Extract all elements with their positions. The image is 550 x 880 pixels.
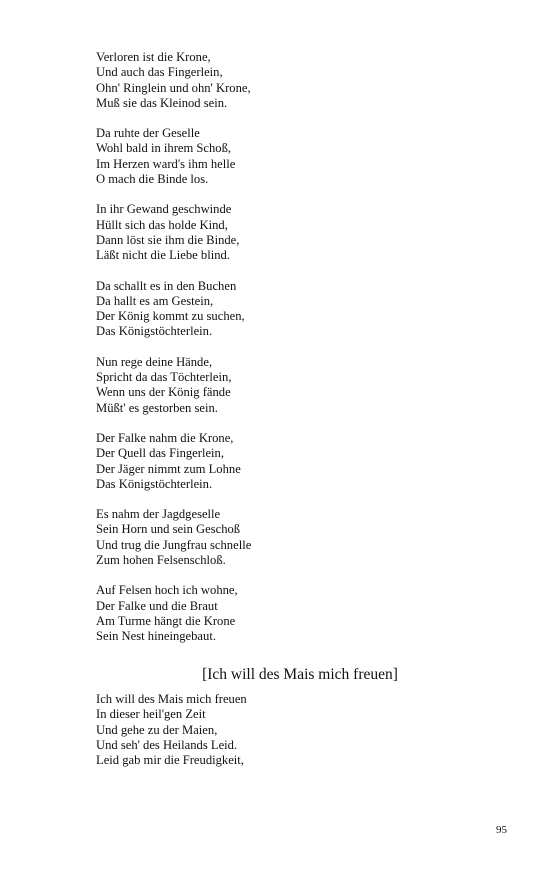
poem-title: [Ich will des Mais mich freuen] [202,666,398,683]
verse-line: Verloren ist die Krone, [96,50,211,64]
stanza [96,50,496,111]
verse-line: O mach die Binde los. [96,172,209,187]
verse-line: Der Jäger nimmt zum Lohne [96,461,241,476]
verse-line: Auf Felsen hoch ich wohne, [96,583,238,598]
stanza [96,355,496,416]
verse-line: Und trug die Jungfrau schnelle [96,537,252,552]
verse-line: Zum hohen Felsenschloß. [96,553,226,568]
verse-line: Am Turme hängt die Krone [96,613,236,628]
verse-line: Sein Horn und sein Geschoß [96,522,241,537]
verse-line: Da hallt es am Gestein, [96,293,214,308]
verse-line: Und gehe zu der Maien, [96,722,218,737]
verse-line: Dann löst sie ihm die Binde, [96,232,240,247]
verse-line: Spricht da das Töchterlein, [96,370,232,385]
verse-line: Der König kommt zu suchen, [96,309,245,324]
stanza [96,431,496,492]
verse-line: Im Herzen ward's ihm helle [96,156,236,171]
verse-line: Es nahm der Jagdgeselle [96,507,221,522]
stanza [96,126,496,187]
next-poem [96,692,496,768]
poem-continued [96,50,496,660]
verse-line: Müßt' es gestorben sein. [96,400,218,415]
stanza [96,279,496,340]
verse-line: Und auch das Fingerlein, [96,65,223,80]
verse-line: Wenn uns der König fände [96,385,231,400]
verse-line: Leid gab mir die Freudigkeit, [96,753,244,768]
verse-line: Das Königstöchterlein. [96,324,213,339]
stanza [96,583,496,644]
verse-line: In ihr Gewand geschwinde [96,202,232,217]
verse-line: Ohn' Ringlein und ohn' Krone, [96,80,251,95]
verse-line: Sein Nest hineingebaut. [96,629,216,644]
verse-line: Muß sie das Kleinod sein. [96,95,228,110]
verse-line: Der Quell das Fingerlein, [96,446,225,461]
verse-line: Nun rege deine Hände, [96,354,213,369]
verse-line: Das Königstöchterlein. [96,476,213,491]
verse-line: Und seh' des Heilands Leid. [96,737,238,752]
verse-line: Ich will des Mais mich freuen [96,692,247,706]
verse-line: In dieser heil'gen Zeit [96,707,206,722]
verse-line: Wohl bald in ihrem Schoß, [96,141,232,156]
verse-line: Läßt nicht die Liebe blind. [96,248,230,263]
verse-line: Da schallt es in den Buchen [96,278,237,293]
stanza [96,202,496,263]
stanza [96,507,496,568]
page-number: 95 [496,824,507,836]
verse-line: Hüllt sich das holde Kind, [96,217,228,232]
verse-line: Da ruhte der Geselle [96,126,200,141]
verse-line: Der Falke und die Braut [96,598,218,613]
verse-line: Der Falke nahm die Krone, [96,430,234,445]
